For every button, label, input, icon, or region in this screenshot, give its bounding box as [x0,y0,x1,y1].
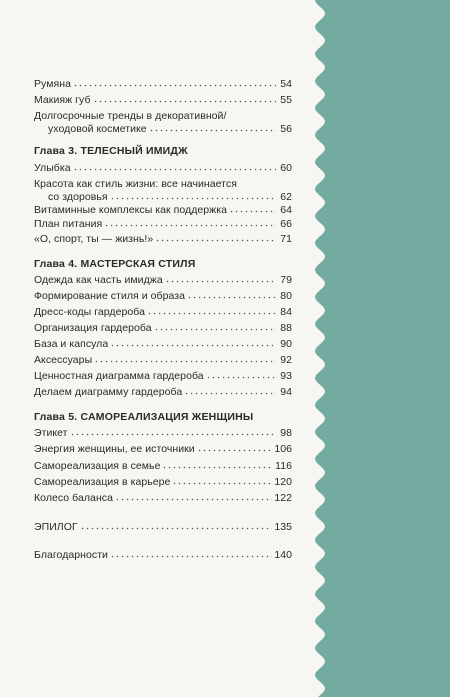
toc-entry-title: Макияж губ [34,94,91,106]
leader-dots [93,95,276,103]
toc-entry-page: 120 [274,476,292,488]
toc-entry-title: Одежда как часть имиджа [34,274,163,286]
toc-entry-title: Энергия женщины, ее источники [34,443,195,455]
toc-entry-title: Улыбка [34,162,71,174]
toc-entry-page: 79 [280,274,292,286]
leader-dots [80,522,273,530]
toc-entry-title: Делаем диаграмму гардероба [34,386,183,398]
toc-entry[interactable] [34,204,292,217]
toc-entry-page: 64 [280,204,292,216]
toc-entry-title: Формирование стиля и образа [34,290,186,302]
toc-entry-title: ЭПИЛОГ [34,521,78,533]
toc-entry[interactable] [34,338,292,351]
chapter-heading[interactable]: Глава 4. МАСТЕРСКАЯ СТИЛЯ [34,258,196,270]
toc-entry-title: Аксессуары [34,354,93,366]
toc-entry-page: 135 [274,521,292,533]
toc-entry[interactable] [34,218,292,231]
toc-entry[interactable] [34,521,292,534]
toc-entry-title: Этикет [34,427,68,439]
toc-entry-page: 90 [280,338,292,350]
leader-dots [184,387,276,395]
toc-entry[interactable] [34,94,292,107]
toc-entry-page: 92 [280,354,292,366]
toc-entry[interactable] [34,354,292,367]
leader-dots [162,461,273,469]
leader-dots [110,192,276,200]
toc-entry-title: со здоровья [48,191,108,203]
toc-entry-title: «О, спорт, ты — жизнь!» [34,233,154,245]
leader-dots [73,79,276,87]
toc-entry-title: Самореализация в семье [34,460,161,472]
leader-dots [172,477,272,485]
toc-entry-title: План питания [34,218,103,230]
toc-entry-page: 93 [280,370,292,382]
toc-entry-title: Колесо баланса [34,492,113,504]
chapter-heading[interactable]: Глава 3. ТЕЛЕСНЫЙ ИМИДЖ [34,145,188,157]
toc-entry-title: База и капсула [34,338,109,350]
toc-entry[interactable] [34,460,292,473]
toc-entry-title-line1: Красота как стиль жизни: все начинается [34,178,237,190]
toc-entry[interactable] [34,110,292,136]
chapter-heading[interactable]: Глава 5. САМОРЕАЛИЗАЦИЯ ЖЕНЩИНЫ [34,411,254,423]
toc-entry-page: 55 [280,94,292,106]
leader-dots [155,234,276,242]
toc-entry[interactable] [34,549,292,562]
toc-entry-title: Витаминные комплексы как поддержка [34,204,228,216]
toc-entry[interactable] [34,427,292,440]
toc-entry[interactable] [34,443,292,456]
toc-entry-title: Организация гардероба [34,322,152,334]
leader-dots [104,219,276,227]
toc-entry-page: 140 [274,549,292,561]
leader-dots [70,428,276,436]
leader-dots [147,307,276,315]
leader-dots [73,163,276,171]
toc-entry[interactable] [34,162,292,175]
toc-entry-title: Румяна [34,78,71,90]
toc-entry-page: 122 [274,492,292,504]
toc-entry-page: 60 [280,162,292,174]
toc-entry[interactable] [34,322,292,335]
toc-entry-page: 56 [280,123,292,135]
leader-dots [197,444,273,452]
toc-entry-page: 106 [274,443,292,455]
leader-dots [94,355,276,363]
toc-entry-page: 84 [280,306,292,318]
toc-entry-title: Самореализация в карьере [34,476,171,488]
toc-entry-title: уходовой косметике [48,123,147,135]
leader-dots [110,339,276,347]
toc-entry-page: 116 [275,460,292,472]
leader-dots [187,291,276,299]
leader-dots [110,550,272,558]
leader-dots [154,323,276,331]
toc-entry-title: Ценностная диаграмма гардероба [34,370,204,382]
toc-entry-title-line1: Долгосрочные тренды в декоративной/ [34,110,227,122]
toc-entry-page: 80 [280,290,292,302]
toc-entry[interactable] [34,274,292,287]
toc-entry[interactable] [34,306,292,319]
toc-entry-page: 94 [280,386,292,398]
toc-entry-page: 88 [280,322,292,334]
toc-entry-page: 54 [280,78,292,90]
toc-entry[interactable] [34,78,292,91]
toc-entry[interactable] [34,178,292,204]
toc-entry-page: 62 [280,191,292,203]
toc-entry-title: Дресс-коды гардероба [34,306,145,318]
toc-entry-title: Благодарности [34,549,108,561]
toc-entry[interactable] [34,233,292,246]
leader-dots [149,124,276,132]
toc-entry[interactable] [34,290,292,303]
leader-dots [115,493,272,501]
toc-entry[interactable] [34,476,292,489]
toc-entry[interactable] [34,386,292,399]
toc-entry[interactable] [34,370,292,383]
leader-dots [229,205,276,213]
toc-entry-page: 71 [280,233,292,245]
toc-entry-page: 66 [280,218,292,230]
toc-entry[interactable] [34,492,292,505]
toc-entry-page: 98 [280,427,292,439]
leader-dots [165,275,276,283]
leader-dots [206,371,276,379]
